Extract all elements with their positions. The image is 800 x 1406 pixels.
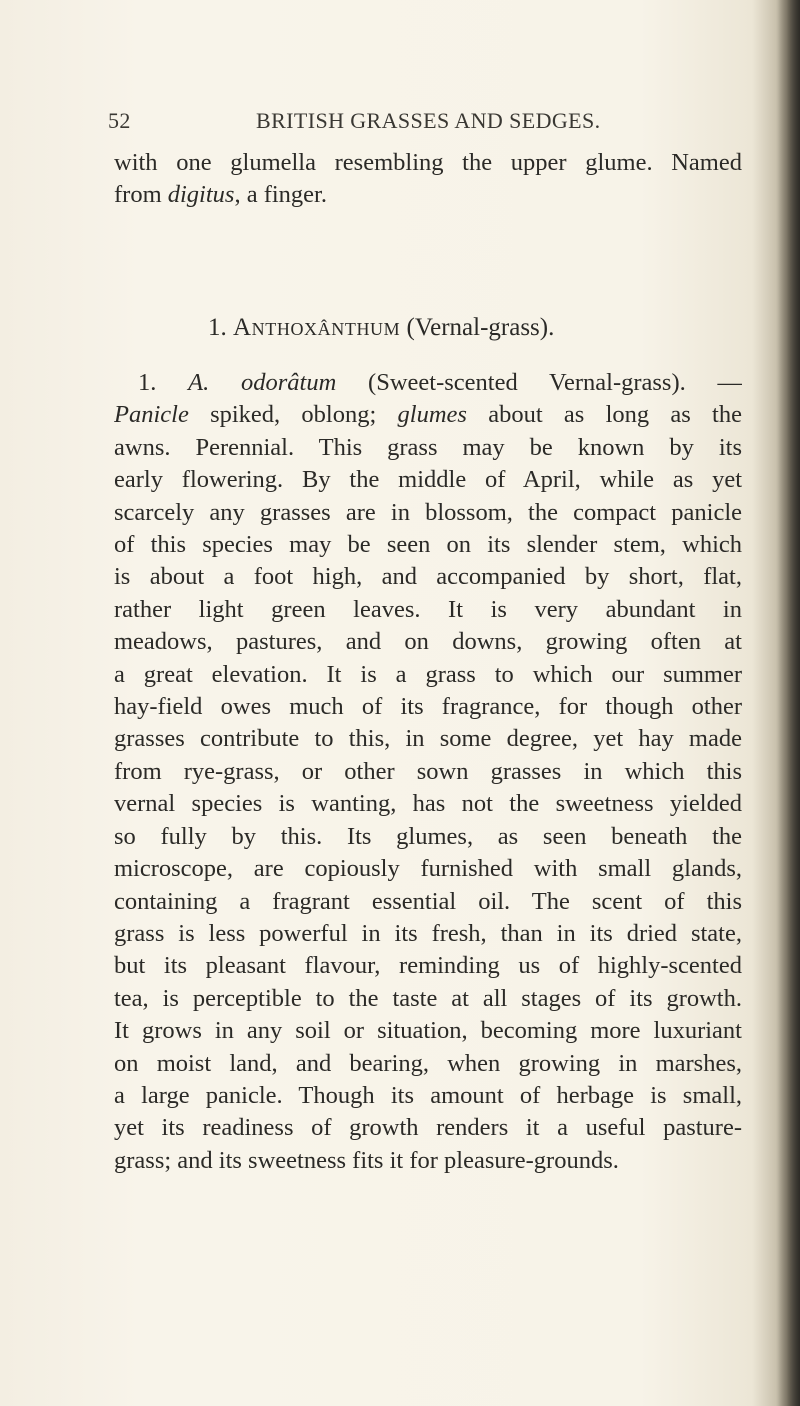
text-line: It grows in any soil or situation, becoming more luxuriant [114,1017,742,1045]
species-binomial: A. odorâtum [188,369,337,396]
text-line: on moist land, and bearing, when growing in marshes, [114,1049,742,1077]
species-common-name: (Sweet-scented Vernal-grass). — [368,369,742,396]
text-line: is about a foot high, and accompanied by short, flat, [114,563,742,591]
page-number: 52 [108,108,131,133]
italic-term: digitus [167,181,235,209]
genus-name: Anthoxânthum [233,314,401,341]
text-line: of this species may be seen on its slender stem, which [114,531,742,559]
text-line: hay-field owes much of its fragrance, for though other [114,693,742,721]
intro-paragraph [114,147,742,212]
text-line: tea, is perceptible to the taste at all stages of its growth. [114,984,742,1012]
text-line: yet its readiness of growth renders it a useful pasture- [114,1114,742,1142]
text-line: scarcely any grasses are in blossom, the compact panicle [114,498,742,526]
genus-number: 1. [208,314,227,341]
text-line: vernal species is wanting, has not the sweetness yielded [114,790,742,818]
text-line: containing a fragrant essential oil. The scent of this [114,887,742,915]
text-line: from rye-grass, or other sown grasses in which this [114,757,742,785]
italic-term: Panicle [114,401,189,429]
text-line: awns. Perennial. This grass may be known by its [114,433,742,461]
text-line: from digitus, a finger. [114,181,327,209]
species-number: 1. [138,369,157,396]
text-line: rather light green leaves. It is very abundant in [114,595,742,623]
text-line: Panicle spiked, oblong; glumes about as long as the [114,401,742,429]
text-line: with one glumella resembling the upper glume. Named [114,149,742,176]
genus-heading [208,314,648,342]
running-header [108,108,728,138]
text-line: meadows, pastures, and on downs, growing often at [114,628,742,656]
genus-common-name: (Vernal-grass). [406,314,555,341]
text-line: early flowering. By the middle of April, while as yet [114,466,742,494]
text-line: grasses contribute to this, in some degree, yet hay made [114,725,742,753]
page-edge-shadow [778,0,800,1406]
running-title: BRITISH GRASSES AND SEDGES. [256,108,601,133]
text-line: grass; and its sweetness fits it for pleasure-grounds. [114,1146,619,1174]
text-line: grass is less powerful in its fresh, than in its dried state, [114,919,742,947]
species-heading-line [114,367,742,399]
text-line: but its pleasant flavour, reminding us of highly-scented [114,952,742,980]
text-line: a great elevation. It is a grass to which our summer [114,660,742,688]
text-line: so fully by this. Its glumes, as seen beneath the [114,822,742,850]
species-paragraph [114,367,742,1177]
text-line: a large panicle. Though its amount of herbage is small, [114,1081,742,1109]
text-line: microscope, are copiously furnished with small glands, [114,855,742,883]
italic-term: glumes [397,401,467,429]
